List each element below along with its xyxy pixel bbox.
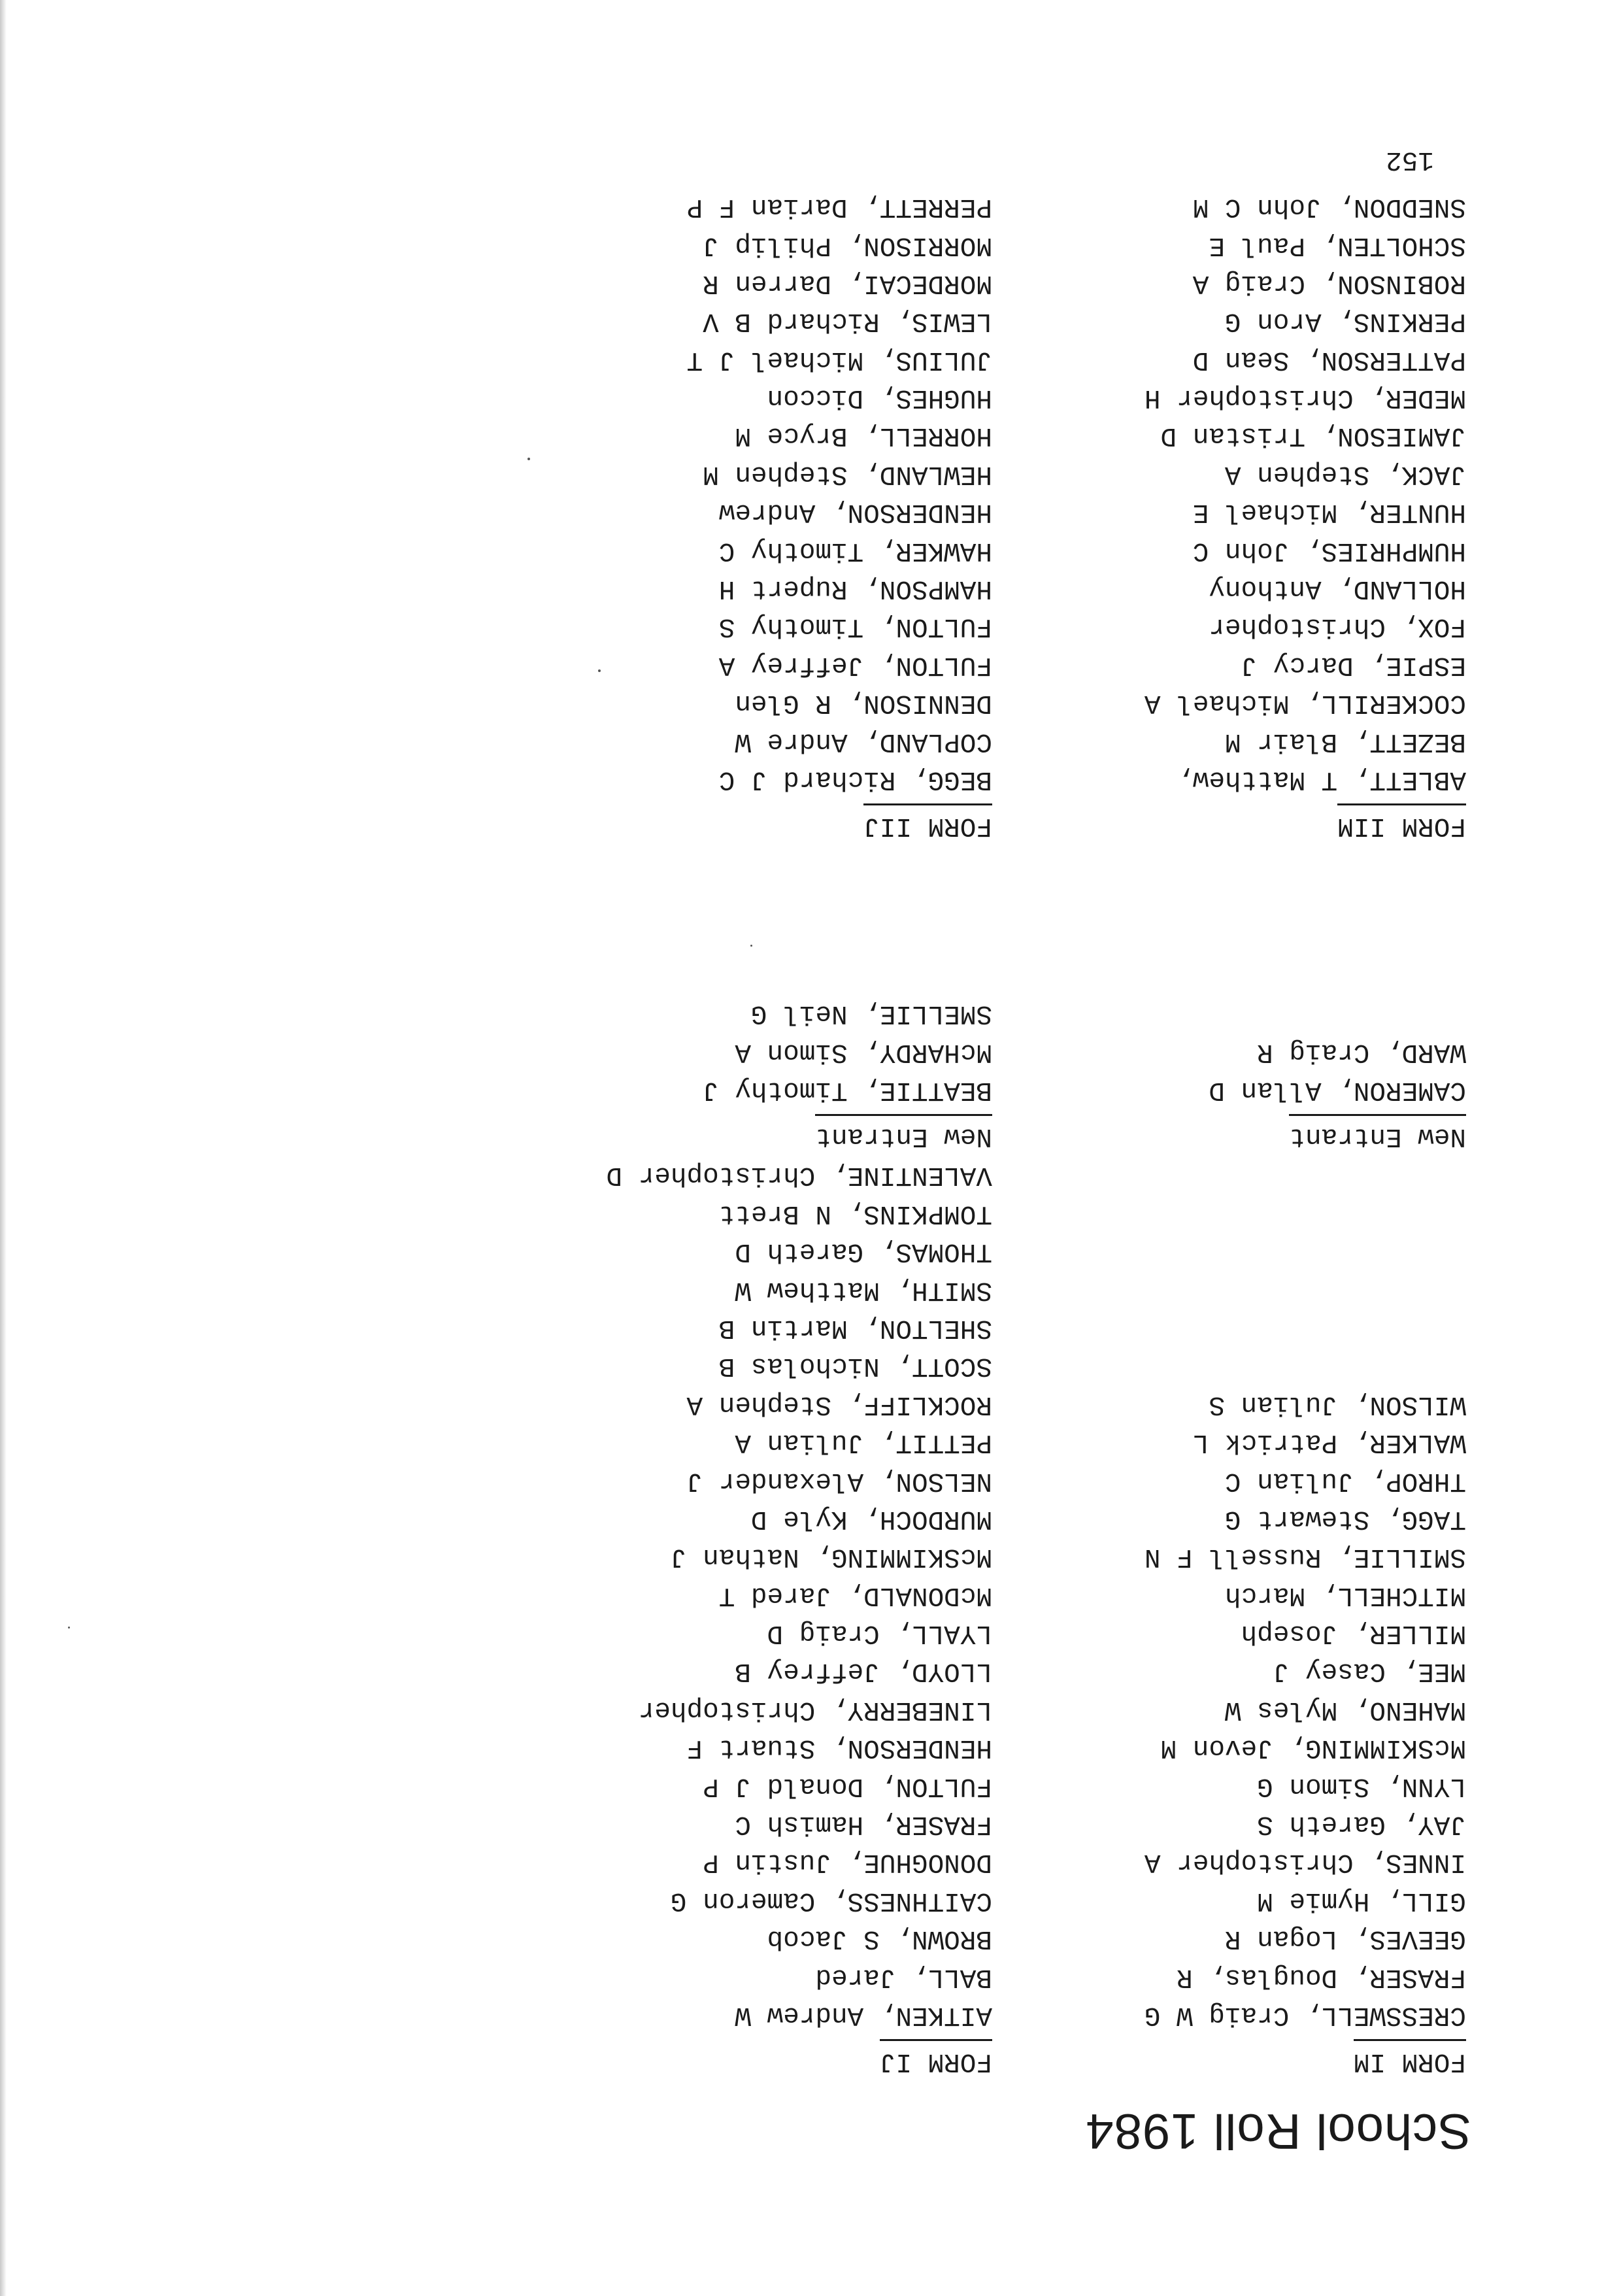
list-item: McHARDY, Simon A <box>735 1036 992 1067</box>
list-item: HENDERSON, Andrew <box>718 497 992 528</box>
list-item: FULTON, Timothy S <box>718 611 992 642</box>
list-item: AITKEN, Andrew W <box>735 2000 992 2030</box>
list-item: THROP, Julian C <box>1224 1465 1466 1496</box>
section-form-iij <box>687 188 992 845</box>
list-item: HAWKER, Timothy C <box>718 535 992 566</box>
list-item: MEE, Casey J <box>1273 1656 1466 1687</box>
list-item: NELSON, Alexander J <box>686 1465 992 1496</box>
name-list <box>1209 1032 1466 1109</box>
list-item: PERRETT, Darian F P <box>686 192 992 222</box>
list-item: PERKINS, Aron G <box>1224 306 1466 337</box>
scan-speck <box>598 669 601 672</box>
list-item: SCHOLTEN, Paul E <box>1209 229 1466 260</box>
list-item: ABLETT, T Matthew, <box>1177 764 1466 794</box>
list-item: MILLER, Joseph <box>1241 1618 1466 1649</box>
list-item: HUNTER, Michael E <box>1192 497 1466 528</box>
list-item: BALL, Jared <box>815 1961 992 1992</box>
list-item: MORDECAI, Darren R <box>703 267 992 298</box>
list-item: ROCKLIFF, Stephen A <box>686 1389 992 1419</box>
scan-speck <box>527 458 530 460</box>
section-new-entrant-im <box>1209 1032 1466 1155</box>
list-item: JAY, Gareth S <box>1257 1809 1466 1840</box>
list-item: HORRELL, Bryce M <box>735 420 992 451</box>
section-heading: FORM IM <box>1354 2039 1466 2080</box>
list-item: WALKER, Patrick L <box>1192 1427 1466 1458</box>
list-item: PETTIT, Julian A <box>735 1427 992 1458</box>
section-heading: New Entrant <box>1289 1114 1466 1155</box>
list-item: FRASER, Hamish C <box>735 1809 992 1840</box>
list-item: HOLLAND, Anthony <box>1209 573 1466 604</box>
list-item: SMELLIE, Neil G <box>750 998 992 1029</box>
list-item: HUGHES, Diccon <box>767 382 992 413</box>
list-item: PATTERSON, Sean D <box>1192 344 1466 375</box>
list-item: LEWIS, Richard B V <box>703 306 992 337</box>
list-item: LYALL, Craig D <box>767 1618 992 1649</box>
section-form-im <box>1145 1385 1466 2080</box>
list-item: VALENTINE, Christopher D <box>606 1160 992 1190</box>
list-item: CRESSWELL, Craig W G <box>1144 2000 1466 2030</box>
list-item: MORRISON, Philip J <box>703 229 992 260</box>
scan-speck <box>68 1627 70 1629</box>
list-item: TAGG, Stewart G <box>1224 1503 1466 1534</box>
list-item: BEZETT, Blair M <box>1224 726 1466 756</box>
section-heading: New Entrant <box>815 1114 992 1155</box>
name-list <box>1145 1385 1466 2034</box>
scan-speck <box>750 945 752 947</box>
list-item: SHELTON, Martin B <box>718 1312 992 1343</box>
document-title: School Roll 1984 <box>1085 2103 1471 2159</box>
list-item: BEGG, Richard J C <box>718 764 992 794</box>
list-item: HEWLAND, Stephen M <box>703 458 992 489</box>
name-list <box>687 188 992 798</box>
list-item: SMITH, Matthew W <box>735 1274 992 1305</box>
list-item: CAMERON, Allan D <box>1209 1075 1466 1105</box>
list-item: MITCHELL, March <box>1224 1579 1466 1610</box>
list-item: MURDOCH, Kyle D <box>750 1503 992 1534</box>
list-item: BROWN, S Jacob <box>767 1923 992 1954</box>
list-item: LYNN, Simon G <box>1257 1770 1466 1801</box>
list-item: SCOTT, Nicholas B <box>718 1351 992 1381</box>
section-heading: FORM IIM <box>1337 803 1466 845</box>
list-item: COCKERILL, Michael A <box>1144 688 1466 718</box>
section-heading: FORM IJ <box>880 2039 992 2080</box>
list-item: JULIUS, Michael J T <box>686 344 992 375</box>
list-item: GEEVES, Logan R <box>1224 1923 1466 1954</box>
list-item: LLOYD, Jeffrey B <box>735 1656 992 1687</box>
list-item: WARD, Craig R <box>1257 1036 1466 1067</box>
list-item: SMILLIE, Russell F N <box>1144 1542 1466 1572</box>
list-item: CAITHNESS, Cameron G <box>670 1885 992 1916</box>
list-item: ESPIE, Darcy J <box>1241 649 1466 680</box>
page-number: 152 <box>1386 144 1434 175</box>
list-item: TOMPKINS, N Brett <box>718 1198 992 1228</box>
list-item: McSKIMMING, Nathan J <box>670 1542 992 1572</box>
list-item: JACK, Stephen A <box>1224 458 1466 489</box>
list-item: McSKIMMING, Jevon M <box>1160 1732 1466 1763</box>
list-item: DONOGHUE, Justin P <box>703 1847 992 1878</box>
list-item: MEDER, Christopher H <box>1144 382 1466 413</box>
list-item: FULTON, Donald J P <box>703 1770 992 1801</box>
list-item: WILSON, Julian S <box>1209 1389 1466 1419</box>
list-item: BEATTIE, Timothy J <box>703 1075 992 1105</box>
list-item: GILL, Hymie M <box>1257 1885 1466 1916</box>
section-form-ij <box>607 1156 993 2080</box>
section-form-iim <box>1145 188 1466 845</box>
list-item: FRASER, Douglas, R <box>1177 1961 1466 1992</box>
name-list <box>607 1156 993 2034</box>
list-item: SNEDDON, John C M <box>1192 192 1466 222</box>
list-item: THOMAS, Gareth D <box>735 1236 992 1267</box>
section-new-entrant-ij <box>703 994 992 1155</box>
list-item: MAHENO, Myles W <box>1224 1694 1466 1725</box>
list-item: COPLAND, Andre W <box>735 726 992 756</box>
name-list <box>1145 188 1466 798</box>
section-heading: FORM IIJ <box>863 803 992 845</box>
list-item: FULTON, Jeffrey A <box>718 649 992 680</box>
name-list <box>703 994 992 1109</box>
list-item: JAMIESON, Tristan D <box>1160 420 1466 451</box>
list-item: DENNISON, R Glen <box>735 688 992 718</box>
list-item: FOX, Christopher <box>1209 611 1466 642</box>
list-item: ROBINSON, Craig A <box>1192 267 1466 298</box>
list-item: HENDERSON, Stuart F <box>686 1732 992 1763</box>
list-item: HAMPSON, Rupert H <box>718 573 992 604</box>
list-item: McDONALD, Jared T <box>718 1579 992 1610</box>
list-item: HUMPHRIES, John C <box>1192 535 1466 566</box>
list-item: LINEBERRY, Christopher <box>638 1694 992 1725</box>
list-item: INNES, Christopher A <box>1144 1847 1466 1878</box>
